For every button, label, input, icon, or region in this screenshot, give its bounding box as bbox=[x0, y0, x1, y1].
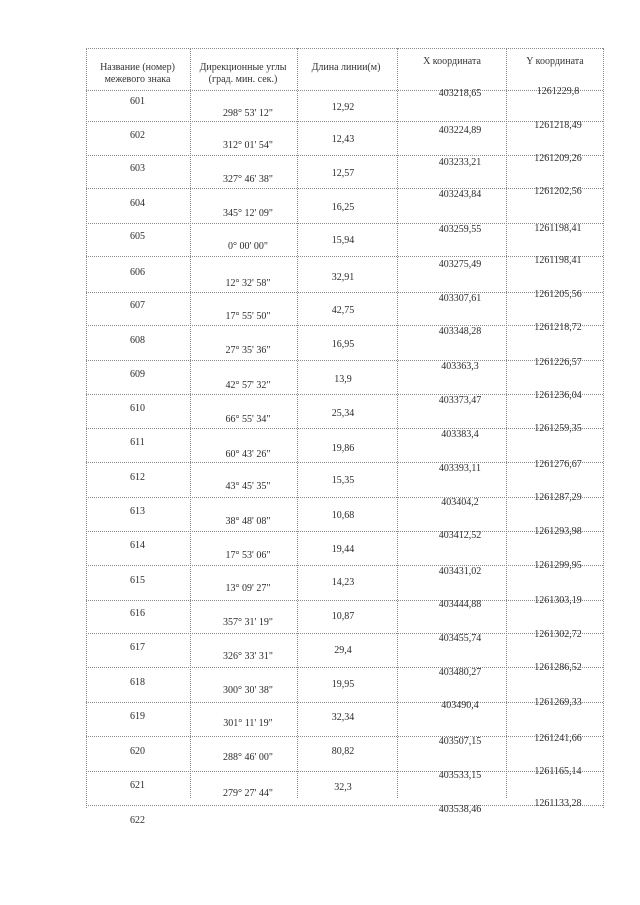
point-name: 618 bbox=[130, 677, 145, 688]
header-y: Y координата bbox=[526, 56, 584, 67]
segment-length: 13,9 bbox=[334, 374, 352, 385]
point-name: 622 bbox=[130, 815, 145, 826]
point-name: 615 bbox=[130, 575, 145, 586]
segment-length: 19,86 bbox=[331, 443, 355, 454]
point-x: 403275,49 bbox=[438, 259, 482, 270]
column-divider-1 bbox=[190, 48, 191, 798]
point-name: 605 bbox=[130, 231, 145, 242]
segment-angle: 298° 53' 12" bbox=[223, 108, 273, 119]
point-name: 606 bbox=[130, 267, 145, 278]
point-x: 403393,11 bbox=[438, 463, 482, 474]
point-name: 610 bbox=[130, 403, 145, 414]
segment-angle: 13° 09' 27" bbox=[225, 583, 271, 594]
point-y: 1261229,8 bbox=[536, 86, 580, 97]
segment-length: 42,75 bbox=[331, 305, 355, 316]
point-name: 621 bbox=[130, 780, 145, 791]
point-name: 620 bbox=[130, 746, 145, 757]
point-x: 403444,88 bbox=[438, 599, 482, 610]
segment-length: 29,4 bbox=[334, 645, 352, 656]
point-x: 403412,52 bbox=[438, 530, 482, 541]
segment-angle: 345° 12' 09" bbox=[223, 208, 273, 219]
point-x: 403348,28 bbox=[438, 326, 482, 337]
segment-length: 32,91 bbox=[331, 272, 355, 283]
table-border-top bbox=[86, 48, 603, 49]
point-x: 403404,2 bbox=[441, 497, 479, 508]
point-y: 1261202,56 bbox=[534, 186, 582, 197]
segment-angle: 38° 48' 08" bbox=[225, 516, 271, 527]
point-name: 619 bbox=[130, 711, 145, 722]
point-x: 403431,02 bbox=[438, 566, 482, 577]
point-y: 1261241,66 bbox=[534, 733, 582, 744]
segment-length: 12,43 bbox=[331, 134, 355, 145]
point-x: 403233,21 bbox=[438, 157, 482, 168]
point-y: 1261259,35 bbox=[534, 423, 582, 434]
point-name: 609 bbox=[130, 369, 145, 380]
segment-angle: 301° 11' 19" bbox=[223, 718, 273, 729]
point-name: 612 bbox=[130, 472, 145, 483]
segment-length: 80,82 bbox=[331, 746, 355, 757]
segment-angle: 66° 55' 34" bbox=[225, 414, 271, 425]
point-name: 617 bbox=[130, 642, 145, 653]
point-x: 403533,15 bbox=[438, 770, 482, 781]
segment-length: 10,87 bbox=[331, 611, 355, 622]
point-x: 403383,4 bbox=[441, 429, 479, 440]
point-name: 611 bbox=[130, 437, 145, 448]
point-y: 1261205,56 bbox=[534, 289, 582, 300]
point-x: 403538,46 bbox=[438, 804, 482, 815]
point-x: 403507,15 bbox=[438, 736, 482, 747]
segment-angle: 60° 43' 26" bbox=[225, 449, 271, 460]
point-x: 403455,74 bbox=[438, 633, 482, 644]
point-y: 1261303,19 bbox=[534, 595, 582, 606]
point-y: 1261226,57 bbox=[534, 357, 582, 368]
point-y: 1261236,04 bbox=[534, 390, 582, 401]
segment-length: 19,44 bbox=[331, 544, 355, 555]
point-y: 1261218,72 bbox=[534, 322, 582, 333]
segment-length: 16,25 bbox=[331, 202, 355, 213]
point-name: 601 bbox=[130, 96, 145, 107]
segment-angle: 326° 33' 31" bbox=[223, 651, 273, 662]
point-y: 1261198,41 bbox=[534, 255, 582, 266]
point-x: 403218,65 bbox=[438, 88, 482, 99]
segment-length: 16,95 bbox=[331, 339, 355, 350]
segment-angle: 17° 53' 06" bbox=[225, 550, 271, 561]
header-name: Название (номер) межевого знака bbox=[100, 62, 175, 85]
point-name: 613 bbox=[130, 506, 145, 517]
segment-angle: 357° 31' 19" bbox=[223, 617, 273, 628]
segment-length: 32,34 bbox=[331, 712, 355, 723]
point-y: 1261276,67 bbox=[534, 459, 582, 470]
point-y: 1261209,26 bbox=[534, 153, 582, 164]
segment-length: 19,95 bbox=[331, 679, 355, 690]
point-y: 1261165,14 bbox=[534, 766, 582, 777]
header-x: X координата bbox=[423, 56, 481, 67]
point-name: 608 bbox=[130, 335, 145, 346]
segment-angle: 0° 00' 00" bbox=[228, 241, 268, 252]
point-name: 602 bbox=[130, 130, 145, 141]
segment-angle: 288° 46' 00" bbox=[223, 752, 273, 763]
point-y: 1261302,72 bbox=[534, 629, 582, 640]
point-y: 1261269,33 bbox=[534, 697, 582, 708]
point-x: 403307,61 bbox=[438, 293, 482, 304]
point-name: 607 bbox=[130, 300, 145, 311]
segment-angle: 43° 45' 35" bbox=[225, 481, 271, 492]
segment-angle: 12° 32' 58" bbox=[225, 278, 271, 289]
segment-angle: 42° 57' 32" bbox=[225, 380, 271, 391]
segment-length: 12,57 bbox=[331, 168, 355, 179]
point-x: 403259,55 bbox=[438, 224, 482, 235]
segment-angle: 27° 35' 36" bbox=[225, 345, 271, 356]
segment-angle: 300° 30' 38" bbox=[223, 685, 273, 696]
point-x: 403224,89 bbox=[438, 125, 482, 136]
segment-length: 15,94 bbox=[331, 235, 355, 246]
point-y: 1261293,98 bbox=[534, 526, 582, 537]
segment-length: 15,35 bbox=[331, 475, 355, 486]
point-y: 1261218,49 bbox=[534, 120, 582, 131]
segment-length: 12,92 bbox=[331, 102, 355, 113]
point-x: 403373,47 bbox=[438, 395, 482, 406]
point-x: 403480,27 bbox=[438, 667, 482, 678]
point-y: 1261198,41 bbox=[534, 223, 582, 234]
point-x: 403490,4 bbox=[441, 700, 479, 711]
header-angle: Дирекционные углы (град. мин. сек.) bbox=[199, 62, 287, 85]
point-x: 403363,3 bbox=[441, 361, 479, 372]
header-length: Длина линии(м) bbox=[311, 62, 381, 73]
point-name: 603 bbox=[130, 163, 145, 174]
segment-angle: 279° 27' 44" bbox=[223, 788, 273, 799]
point-y: 1261299,95 bbox=[534, 560, 582, 571]
column-divider-3 bbox=[397, 48, 398, 798]
point-y: 1261287,29 bbox=[534, 492, 582, 503]
segment-angle: 17° 55' 50" bbox=[225, 311, 271, 322]
point-name: 614 bbox=[130, 540, 145, 551]
segment-length: 14,23 bbox=[331, 577, 355, 588]
point-y: 1261286,52 bbox=[534, 662, 582, 673]
point-x: 403243,84 bbox=[438, 189, 482, 200]
point-name: 604 bbox=[130, 198, 145, 209]
point-y: 1261133,28 bbox=[534, 798, 582, 809]
segment-length: 32,3 bbox=[334, 782, 352, 793]
segment-angle: 327° 46' 38" bbox=[223, 174, 273, 185]
segment-angle: 312° 01' 54" bbox=[223, 140, 273, 151]
segment-length: 25,34 bbox=[331, 408, 355, 419]
segment-length: 10,68 bbox=[331, 510, 355, 521]
point-name: 616 bbox=[130, 608, 145, 619]
